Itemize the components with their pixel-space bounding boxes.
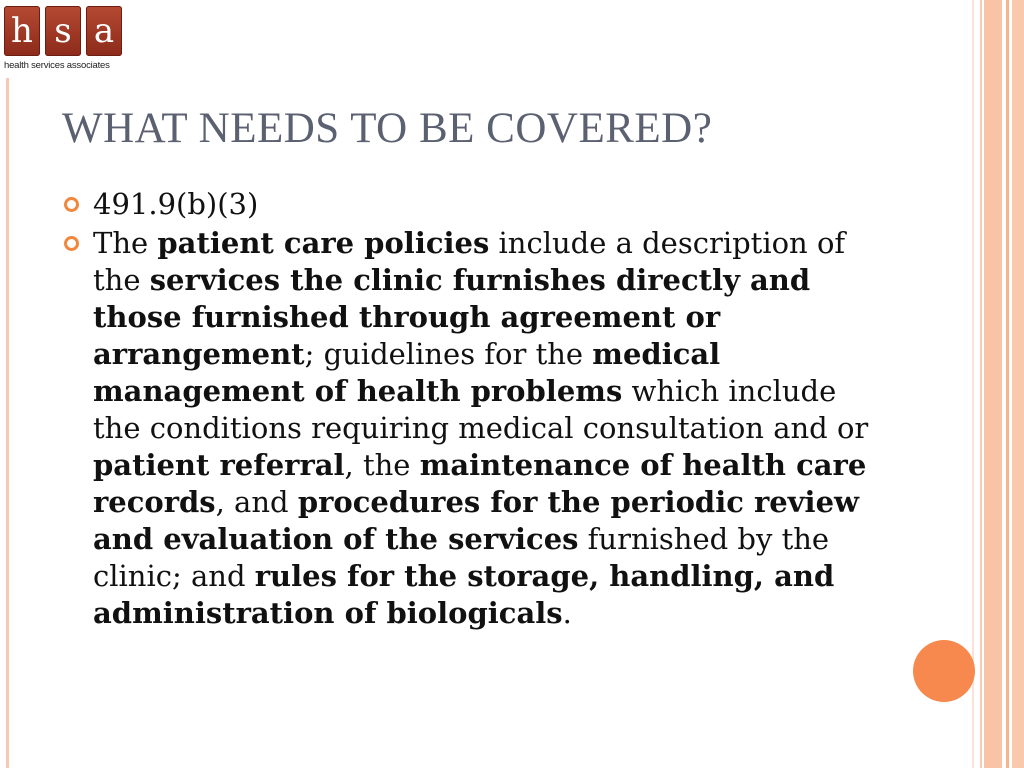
logo-tile-a: a (86, 6, 122, 56)
bullet-circle-icon (64, 236, 79, 251)
bullet-text: , and (215, 485, 298, 519)
bullet-text: . (562, 596, 572, 630)
bullet-text: , the (344, 448, 420, 482)
bullet-item (62, 186, 872, 223)
bullet-text: The (93, 226, 158, 260)
bullet-item (62, 225, 872, 632)
bullet-text: 491.9(b)(3) (93, 187, 259, 221)
slide-body (62, 186, 872, 634)
bullet-circle-icon (64, 197, 79, 212)
left-decorative-stripe (6, 78, 9, 768)
bullet-text-bold: services the clinic furnishes directly and those furnished through agreement or arrangement (93, 263, 811, 371)
bullet-text-bold: patient referral (93, 448, 345, 482)
bullet-text-bold: rules for the storage, handling, and administration of biologicals (93, 559, 835, 630)
bullet-text-bold: procedures for the periodic review and evaluation of the services (93, 485, 859, 556)
logo-tile-s: s (45, 6, 81, 56)
logo-tile-h: h (4, 6, 40, 56)
bullet-text-bold: maintenance of health care records (93, 448, 867, 519)
right-decorative-stripes (972, 0, 1024, 768)
bullet-text: which include the conditions requiring medical consultation and or (93, 374, 869, 445)
hsa-logo (4, 6, 130, 76)
slide-title: WHAT NEEDS TO BE COVERED? (62, 105, 713, 152)
bullet-text-bold: medical management of health problems (93, 337, 721, 408)
logo-tiles (4, 6, 130, 56)
bullet-text: ; guidelines for the (304, 337, 593, 371)
bullet-text: furnished by the clinic; and (93, 522, 830, 593)
bullet-text: include a description of the (93, 226, 846, 297)
logo-caption: health services associates (4, 60, 110, 71)
decorative-orange-circle (913, 640, 975, 702)
bullet-text-bold: patient care policies (157, 226, 490, 260)
